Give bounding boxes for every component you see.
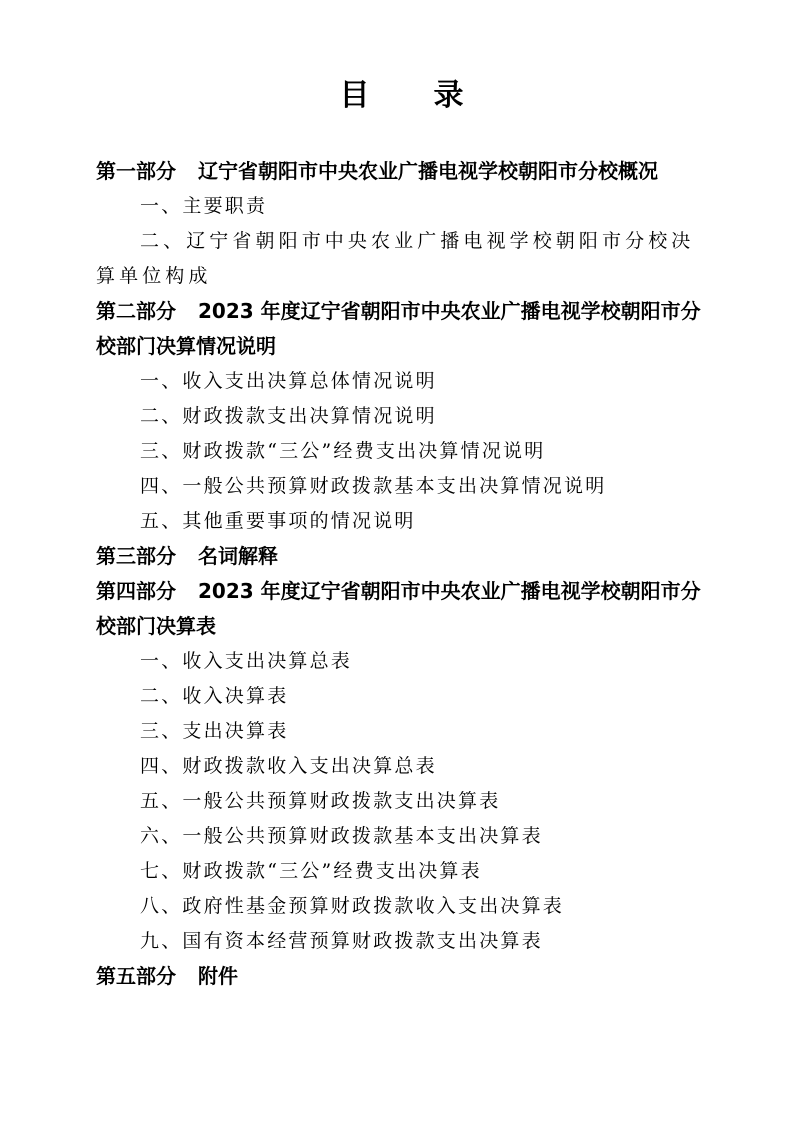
page-title — [0, 76, 803, 116]
toc-part-4-item-4: 四、财政拨款收入支出决算总表 — [140, 755, 437, 777]
toc-part-2-item-3: 三、财政拨款“三公”经费支出决算情况说明 — [140, 440, 546, 462]
toc-part-2-item-1: 一、收入支出决算总体情况说明 — [140, 370, 437, 392]
toc-part-4-item-7: 七、财政拨款“三公”经费支出决算表 — [140, 860, 482, 882]
toc-part-3-label: 第三部分 — [96, 544, 176, 568]
toc-part-4-item-9: 九、国有资本经营预算财政拨款支出决算表 — [140, 930, 543, 952]
table-of-contents — [96, 154, 716, 994]
toc-part-5-heading — [96, 959, 716, 994]
toc-part-3-title: 名词解释 — [198, 544, 278, 568]
toc-part-2-item-5: 五、其他重要事项的情况说明 — [140, 510, 416, 532]
toc-part-1-item-2: 二、辽宁省朝阳市中央农业广播电视学校朝阳市分校决算单位构成 — [96, 230, 695, 287]
toc-part-4-title: 2023 年度辽宁省朝阳市中央农业广播电视学校朝阳市分校部门决算表 — [96, 579, 701, 638]
toc-part-1-heading — [96, 154, 716, 189]
toc-part-4-item-3: 三、支出决算表 — [140, 720, 289, 742]
toc-part-4-label: 第四部分 — [96, 579, 176, 603]
toc-part-2-heading — [96, 294, 716, 364]
toc-part-5-title: 附件 — [198, 964, 238, 988]
toc-part-2-item-4: 四、一般公共预算财政拨款基本支出决算情况说明 — [140, 475, 607, 497]
page-title-second-char: 录 — [433, 78, 464, 113]
toc-part-2-item-2: 二、财政拨款支出决算情况说明 — [140, 405, 437, 427]
toc-part-2-title: 2023 年度辽宁省朝阳市中央农业广播电视学校朝阳市分校部门决算情况说明 — [96, 299, 701, 358]
page-title-first-char: 目 — [339, 78, 370, 113]
toc-part-4-heading — [96, 574, 716, 644]
toc-part-4-item-2: 二、收入决算表 — [140, 685, 289, 707]
toc-part-4-item-5: 五、一般公共预算财政拨款支出决算表 — [140, 790, 501, 812]
toc-part-1-item-1: 一、主要职责 — [140, 195, 268, 217]
toc-part-5-label: 第五部分 — [96, 964, 176, 988]
toc-part-4-item-1: 一、收入支出决算总表 — [140, 650, 353, 672]
toc-part-1-label: 第一部分 — [96, 159, 176, 183]
toc-part-1-title: 辽宁省朝阳市中央农业广播电视学校朝阳市分校概况 — [198, 159, 658, 183]
toc-part-3-heading — [96, 539, 716, 574]
toc-part-4-item-8: 八、政府性基金预算财政拨款收入支出决算表 — [140, 895, 565, 917]
toc-part-2-label: 第二部分 — [96, 299, 176, 323]
toc-part-4-item-6: 六、一般公共预算财政拨款基本支出决算表 — [140, 825, 543, 847]
